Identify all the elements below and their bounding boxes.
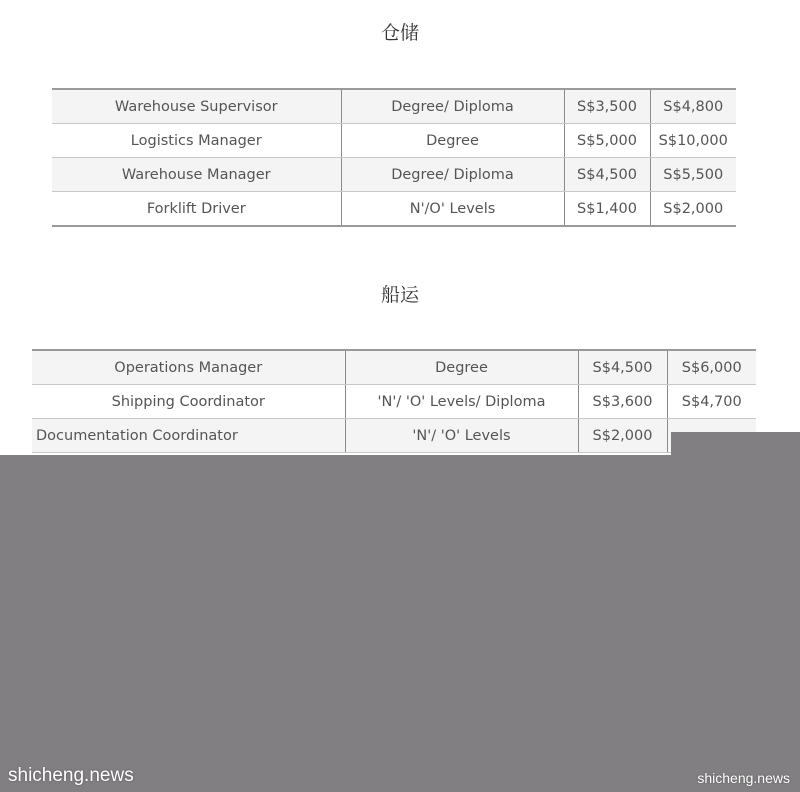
salary-max: S$5,500 — [650, 158, 736, 192]
qualification: 'N'/ 'O' Levels — [345, 419, 578, 453]
table-row — [52, 158, 736, 192]
table-row — [32, 350, 756, 385]
qualification: Degree — [341, 124, 564, 158]
table-row — [32, 419, 756, 453]
watermark-left: shicheng.news — [8, 765, 134, 786]
qualification: N'/O' Levels — [341, 192, 564, 227]
table-row — [52, 192, 736, 227]
job-title: Warehouse Manager — [52, 158, 341, 192]
job-title: Operations Manager — [32, 350, 345, 385]
salary-min: S$3,600 — [578, 385, 667, 419]
qualification: Degree — [345, 350, 578, 385]
section-title-shipping: 船运 — [380, 284, 419, 306]
job-title: Forklift Driver — [52, 192, 341, 227]
section-title-warehousing: 仓储 — [380, 22, 419, 44]
job-title: Shipping Coordinator — [32, 385, 345, 419]
watermark-right: shicheng.news — [697, 770, 790, 786]
salary-min: S$4,500 — [564, 158, 650, 192]
salary-max: S$2,000 — [650, 192, 736, 227]
table-row — [52, 124, 736, 158]
qualification: Degree/ Diploma — [341, 158, 564, 192]
shipping-salary-table — [32, 349, 756, 453]
qualification: 'N'/ 'O' Levels/ Diploma — [345, 385, 578, 419]
salary-min: S$4,500 — [578, 350, 667, 385]
redaction-overlay — [0, 455, 800, 792]
redaction-overlay — [671, 432, 800, 456]
salary-max: S$6,000 — [667, 350, 756, 385]
warehousing-salary-table — [52, 88, 736, 227]
qualification: Degree/ Diploma — [341, 89, 564, 124]
salary-min: S$3,500 — [564, 89, 650, 124]
table-row — [52, 89, 736, 124]
job-title: Documentation Coordinator — [32, 419, 345, 453]
table-row — [32, 385, 756, 419]
salary-max: S$10,000 — [650, 124, 736, 158]
job-title: Logistics Manager — [52, 124, 341, 158]
salary-min: S$5,000 — [564, 124, 650, 158]
salary-max: S$4,700 — [667, 385, 756, 419]
job-title: Warehouse Supervisor — [52, 89, 341, 124]
salary-max: S$4,800 — [650, 89, 736, 124]
salary-min: S$2,000 — [578, 419, 667, 453]
salary-min: S$1,400 — [564, 192, 650, 227]
